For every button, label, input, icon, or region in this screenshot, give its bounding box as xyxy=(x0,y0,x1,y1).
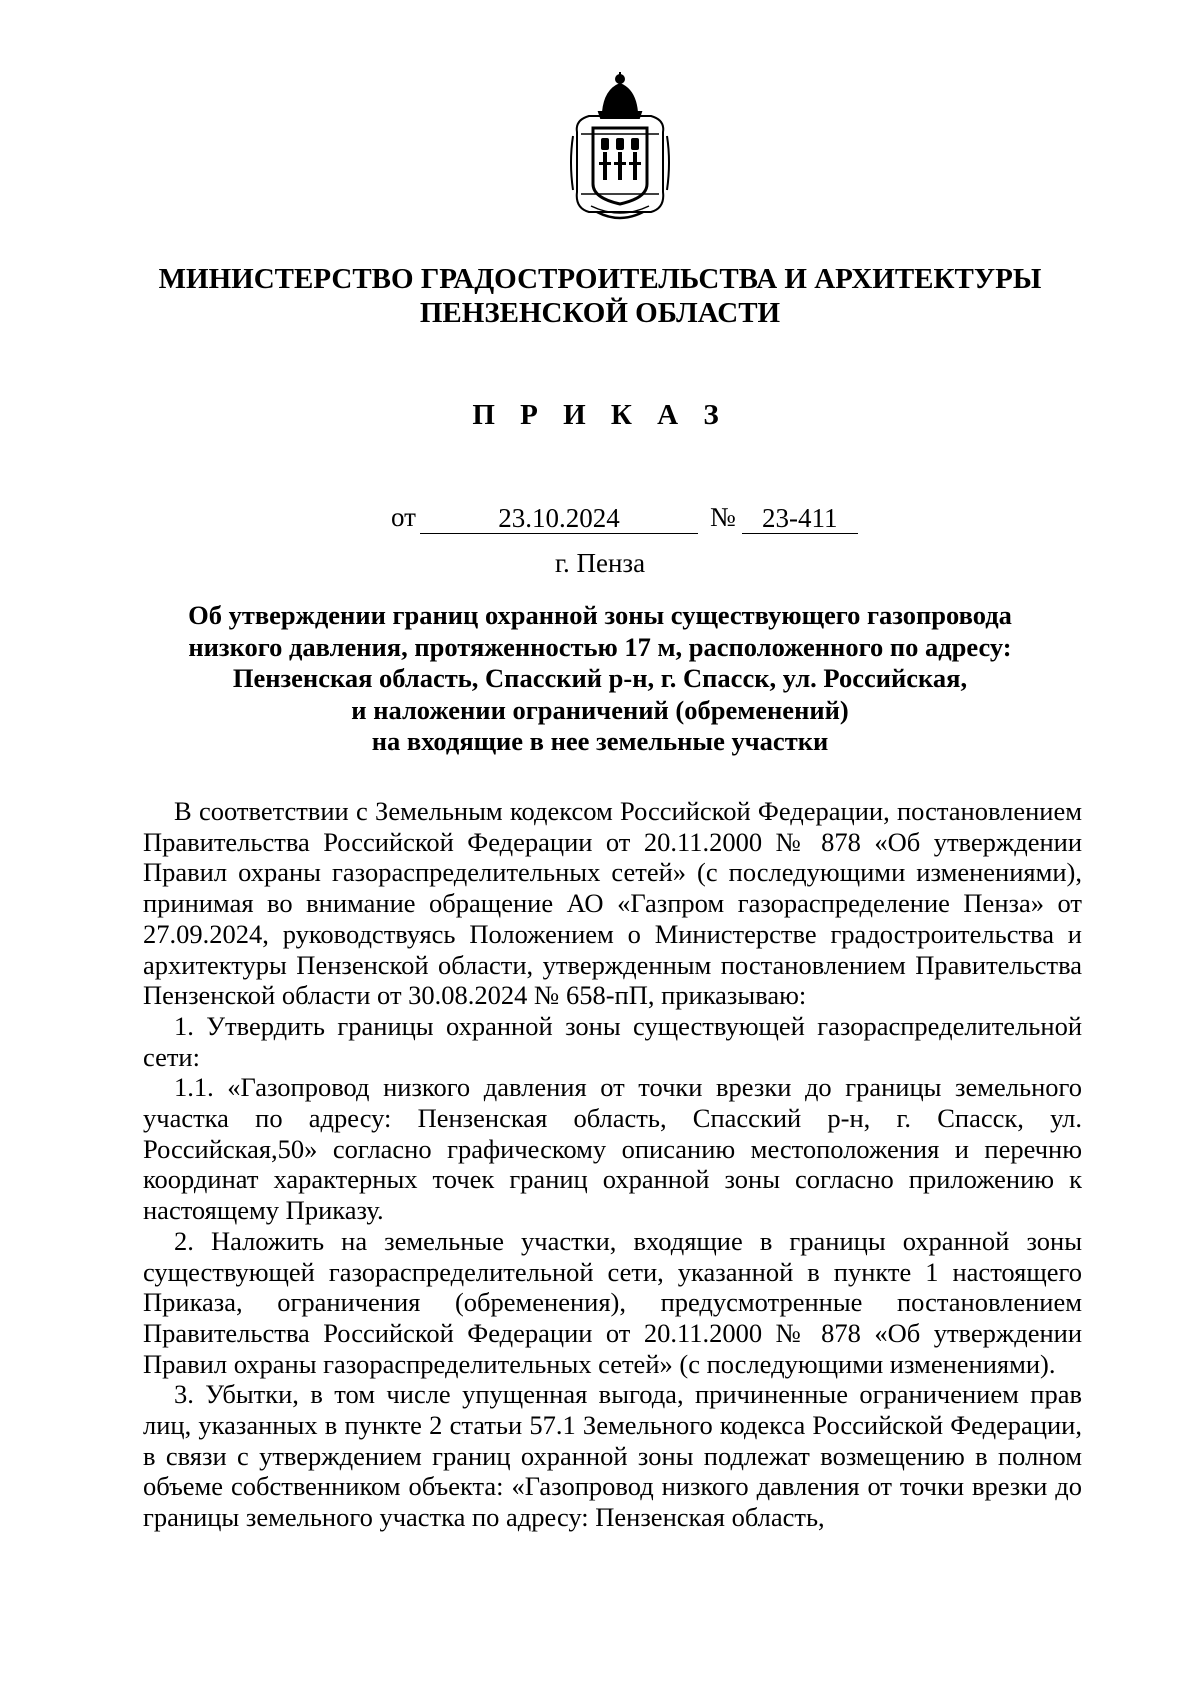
order-body xyxy=(143,796,1082,1533)
item-2-paragraph: 2. Наложить на земельные участки, входящие в границы охранной зоны существующей газораспределительной сети, указанной в пункте 1 настоящего Приказа, ограничения (обременения), предусмотренные постановлением Правительства Российской Федерации от 20.11.2000 № 878 «Об утверждении Правил охраны газораспределительных сетей» (с последующими изменениями). xyxy=(143,1225,1082,1379)
order-date-line xyxy=(391,498,858,534)
ministry-name-line2: ПЕНЗЕНСКОЙ ОБЛАСТИ xyxy=(419,297,781,329)
order-title: П Р И К А З xyxy=(472,399,728,431)
preamble-paragraph: В соответствии с Земельным кодексом Российской Федерации, постановлением Правительства Российской Федерации от 20.11.2000 № 878 «Об утверждении Правил охраны газораспределительных сетей» (с последующими изменениями), принимая во внимание обращение АО «Газпром газораспределение Пенза» от 27.09.2024, руководствуясь Положением о Министерстве градостроительства и архитектуры Пензенской области, утвержденным постановлением Правительства Пензенской области от 30.08.2024 № 658-пП, приказываю: xyxy=(143,796,1082,1011)
date-label: от xyxy=(391,502,416,532)
coat-of-arms-icon xyxy=(567,72,673,224)
subject-line1: Об утверждении границ охранной зоны существующего газопровода xyxy=(188,600,1012,630)
order-city: г. Пенза xyxy=(554,548,646,578)
number-label: № xyxy=(709,502,736,532)
ministry-name-line1: МИНИСТЕРСТВО ГРАДОСТРОИТЕЛЬСТВА И АРХИТЕКТУРЫ xyxy=(158,263,1042,295)
item-1-1-paragraph: 1.1. «Газопровод низкого давления от точки врезки до границы земельного участка по адресу: Пензенская область, Спасский р-н, г. Спасск, ул. Российская,50» согласно графическому описанию местоположения и перечню координат характерных точек границ охранной зоны согласно приложению к настоящему Приказу. xyxy=(143,1072,1082,1226)
subject-line5: на входящие в нее земельные участки xyxy=(371,726,829,756)
order-number: 23-411 xyxy=(742,503,858,534)
item-1-paragraph: 1. Утвердить границы охранной зоны существующей газораспределительной сети: xyxy=(143,1010,1082,1072)
subject-line2: низкого давления, протяженностью 17 м, расположенного по адресу: xyxy=(188,631,1012,662)
ministry-name xyxy=(100,262,1100,330)
order-date: 23.10.2024 xyxy=(420,503,698,534)
order-subject xyxy=(150,600,1050,758)
subject-line4: и наложении ограничений (обременений) xyxy=(351,694,849,725)
subject-line3: Пензенская область, Спасский р-н, г. Спасск, ул. Российская, xyxy=(232,663,968,693)
item-3-paragraph: 3. Убытки, в том числе упущенная выгода, причиненные ограничением прав лиц, указанных в пункте 2 статьи 57.1 Земельного кодекса Российской Федерации, в связи с утверждением границ охранной зоны подлежат возмещению в полном объеме собственником объекта: «Газопровод низкого давления от точки врезки до границы земельного участка по адресу: Пензенская область, xyxy=(143,1379,1082,1533)
